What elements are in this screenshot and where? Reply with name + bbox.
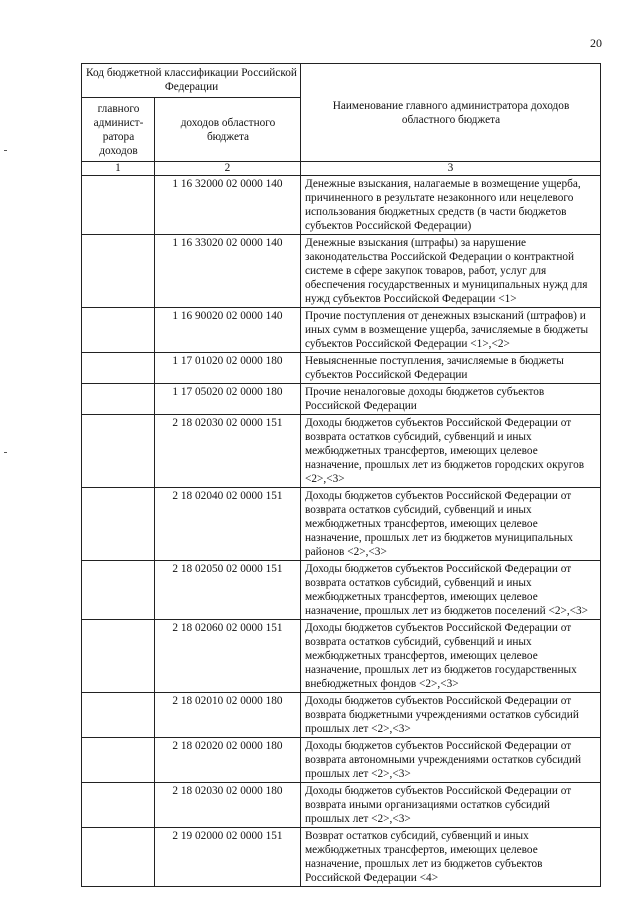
revenue-name-cell: Доходы бюджетов субъектов Российской Федерации от возврата остатков субсидий, субвенций и иных межбюджетных трансфертов, имеющих целевое назначение, прошлых лет из бюджетов муниципальных районов <2>,<3> <box>301 488 601 561</box>
admin-code-cell <box>82 693 155 738</box>
revenue-name-cell: Доходы бюджетов субъектов Российской Федерации от возврата остатков субсидий, субвенций и иных межбюджетных трансфертов, имеющих целевое назначение, прошлых лет из бюджетов государственных внебюджетных фондов <2>,<3> <box>301 620 601 693</box>
revenue-name-cell: Доходы бюджетов субъектов Российской Федерации от возврата бюджетными учреждениями остатков субсидий прошлых лет <2>,<3> <box>301 693 601 738</box>
admin-code-cell <box>82 176 155 235</box>
admin-code-cell <box>82 738 155 783</box>
revenue-name-cell: Возврат остатков субсидий, субвенций и иных межбюджетных трансфертов, имеющих целевое назначение, прошлых лет из бюджетов субъектов Российской Федерации <4> <box>301 828 601 887</box>
revenue-code-cell: 2 18 02030 02 0000 180 <box>155 783 301 828</box>
admin-code-cell <box>82 308 155 353</box>
table-row <box>82 693 601 738</box>
margin-tick <box>4 452 7 453</box>
admin-code-cell <box>82 561 155 620</box>
revenue-code-cell: 1 17 05020 02 0000 180 <box>155 384 301 415</box>
header-admin-column: главного админист-ратора доходов <box>82 98 155 162</box>
revenue-code-cell: 1 16 33020 02 0000 140 <box>155 235 301 308</box>
column-number: 3 <box>301 162 601 176</box>
revenue-name-cell: Доходы бюджетов субъектов Российской Федерации от возврата иными организациями остатков субсидий прошлых лет <2>,<3> <box>301 783 601 828</box>
admin-code-cell <box>82 353 155 384</box>
table-row <box>82 415 601 488</box>
admin-code-cell <box>82 415 155 488</box>
column-number: 1 <box>82 162 155 176</box>
header-revenue-code-column: доходов областного бюджета <box>155 98 301 162</box>
revenue-code-cell: 2 18 02060 02 0000 151 <box>155 620 301 693</box>
revenue-name-cell: Денежные взыскания (штрафы) за нарушение законодательства Российской Федерации о контрактной системе в сфере закупок товаров, работ, услуг для обеспечения государственных и муниципальных нужд для нужд субъектов Российской Федерации <1> <box>301 235 601 308</box>
revenue-name-cell: Денежные взыскания, налагаемые в возмещение ущерба, причиненного в результате незаконного или нецелевого использования бюджетных средств (в части бюджетов субъектов Российской Федерации) <box>301 176 601 235</box>
table-row <box>82 561 601 620</box>
admin-code-cell <box>82 384 155 415</box>
revenue-name-cell: Доходы бюджетов субъектов Российской Федерации от возврата остатков субсидий, субвенций и иных межбюджетных трансфертов, имеющих целевое назначение, прошлых лет из бюджетов городских округов <2>,<3> <box>301 415 601 488</box>
admin-code-cell <box>82 828 155 887</box>
table-row <box>82 176 601 235</box>
column-number: 2 <box>155 162 301 176</box>
table-body <box>82 176 601 887</box>
table-row <box>82 488 601 561</box>
admin-code-cell <box>82 235 155 308</box>
revenue-code-cell: 1 16 90020 02 0000 140 <box>155 308 301 353</box>
budget-classification-table <box>81 63 601 887</box>
table-row <box>82 353 601 384</box>
table-row <box>82 828 601 887</box>
revenue-name-cell: Доходы бюджетов субъектов Российской Федерации от возврата автономными учреждениями остатков субсидий прошлых лет <2>,<3> <box>301 738 601 783</box>
revenue-code-cell: 2 18 02020 02 0000 180 <box>155 738 301 783</box>
revenue-code-cell: 2 19 02000 02 0000 151 <box>155 828 301 887</box>
admin-code-cell <box>82 488 155 561</box>
revenue-code-cell: 2 18 02010 02 0000 180 <box>155 693 301 738</box>
table-row <box>82 738 601 783</box>
revenue-code-cell: 1 16 32000 02 0000 140 <box>155 176 301 235</box>
table-row <box>82 384 601 415</box>
admin-code-cell <box>82 620 155 693</box>
header-name-column: Наименование главного администратора доходов областного бюджета <box>301 64 601 162</box>
table-row <box>82 783 601 828</box>
margin-tick <box>4 150 7 151</box>
revenue-code-cell: 2 18 02040 02 0000 151 <box>155 488 301 561</box>
revenue-code-cell: 2 18 02050 02 0000 151 <box>155 561 301 620</box>
revenue-name-cell: Доходы бюджетов субъектов Российской Федерации от возврата остатков субсидий, субвенций и иных межбюджетных трансфертов, имеющих целевое назначение, прошлых лет из бюджетов поселений <2>,<3> <box>301 561 601 620</box>
admin-code-cell <box>82 783 155 828</box>
revenue-name-cell: Прочие неналоговые доходы бюджетов субъектов Российской Федерации <box>301 384 601 415</box>
header-group-budget-code: Код бюджетной классификации Российской Федерации <box>82 64 301 98</box>
page-number: 20 <box>590 36 602 50</box>
table-row <box>82 235 601 308</box>
revenue-name-cell: Невыясненные поступления, зачисляемые в бюджеты субъектов Российской Федерации <box>301 353 601 384</box>
table-row <box>82 620 601 693</box>
revenue-code-cell: 2 18 02030 02 0000 151 <box>155 415 301 488</box>
table-row <box>82 308 601 353</box>
revenue-name-cell: Прочие поступления от денежных взысканий (штрафов) и иных сумм в возмещение ущерба, зачисляемые в бюджеты субъектов Российской Федерации <1>,<2> <box>301 308 601 353</box>
revenue-code-cell: 1 17 01020 02 0000 180 <box>155 353 301 384</box>
